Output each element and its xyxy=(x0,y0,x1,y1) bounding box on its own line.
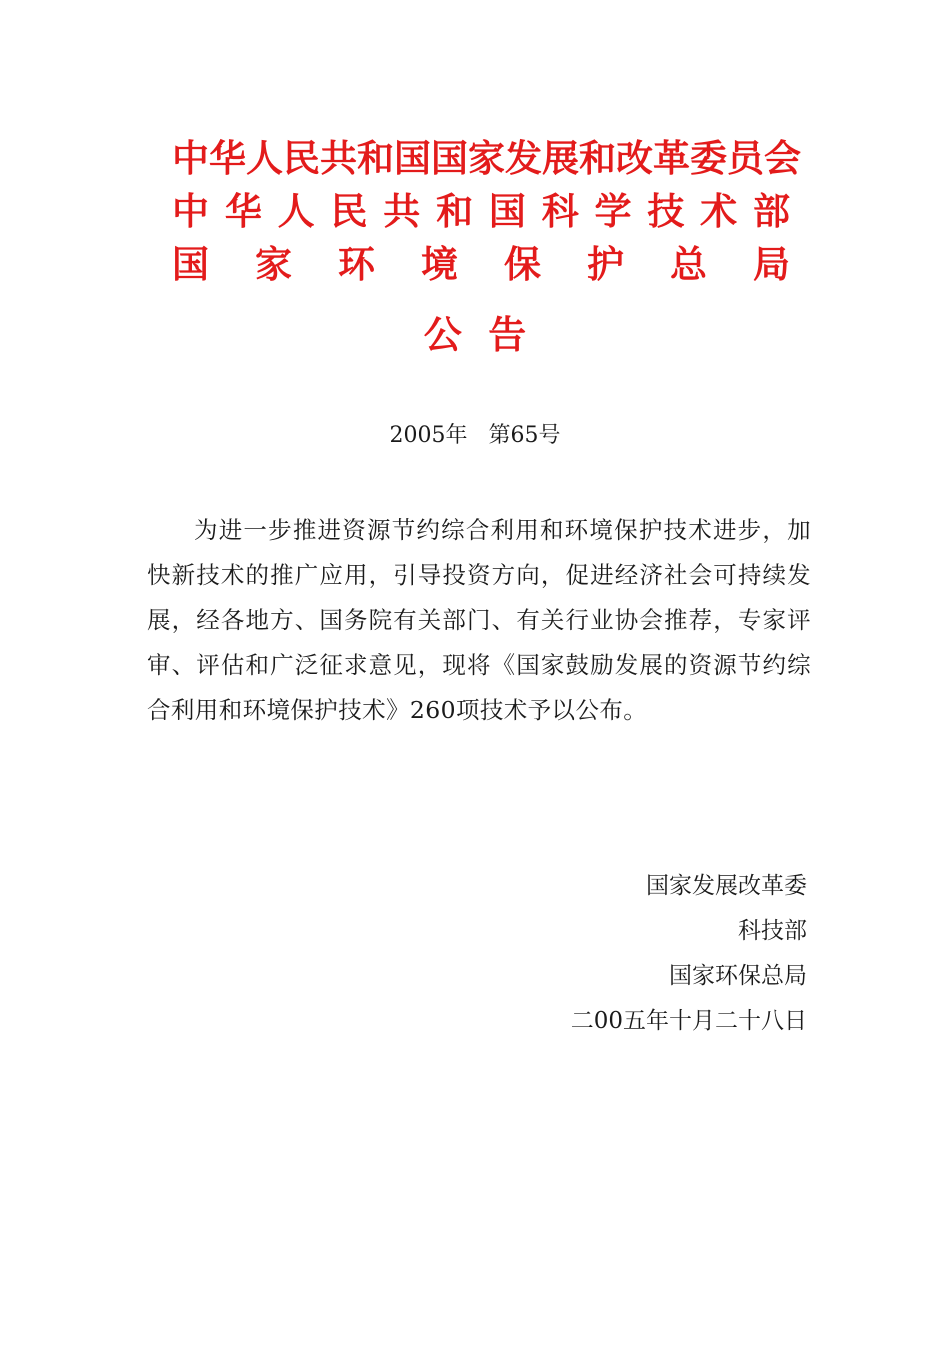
header-char: 民 xyxy=(330,189,368,233)
header-char: 改 xyxy=(616,136,653,180)
header-char: 和 xyxy=(357,136,394,180)
header-char: 学 xyxy=(594,189,632,233)
body-paragraph: 为进一步推进资源节约综合利用和环境保护技术进步，加快新技术的推广应用，引导投资方向，促进经济社会可持续发展，经各地方、国务院有关部门、有关行业协会推荐，专家评审、评估和广泛征求意见，现将《国家鼓励发展的资源节约综合利用和环境保护技术》260项技术予以公布。 xyxy=(147,516,811,724)
header-char: 技 xyxy=(647,189,685,233)
header-char: 家 xyxy=(255,242,292,286)
header-char: 人 xyxy=(246,136,283,180)
header-char: 华 xyxy=(209,136,246,180)
header-char: 民 xyxy=(283,136,320,180)
header-char: 术 xyxy=(700,189,738,233)
signature-block xyxy=(571,864,807,1044)
header-char: 人 xyxy=(277,189,315,233)
header-char: 护 xyxy=(587,242,624,286)
signature-org-ndrc: 国家发展改革委 xyxy=(646,873,807,899)
header-char: 委 xyxy=(690,136,727,180)
header-char: 华 xyxy=(224,189,262,233)
signature-org-sepa: 国家环保总局 xyxy=(669,963,807,989)
header-char: 局 xyxy=(753,242,790,286)
signature-org-most: 科技部 xyxy=(738,918,807,944)
header-line-ndrc xyxy=(172,132,801,185)
header-char: 科 xyxy=(541,189,579,233)
header-line-sepa xyxy=(172,238,790,291)
header-char: 革 xyxy=(653,136,690,180)
header-char: 国 xyxy=(431,136,468,180)
signature-date: 二00五年十月二十八日 xyxy=(570,1008,807,1034)
header-char: 会 xyxy=(764,136,801,180)
header-char: 共 xyxy=(320,136,357,180)
header-char: 保 xyxy=(504,242,541,286)
header-char: 国 xyxy=(488,189,526,233)
header-char: 中 xyxy=(172,136,209,180)
header-char: 和 xyxy=(436,189,474,233)
header-char: 家 xyxy=(468,136,505,180)
header-char: 境 xyxy=(421,242,458,286)
header-char: 和 xyxy=(579,136,616,180)
header-char: 展 xyxy=(542,136,579,180)
header-line-most xyxy=(172,185,790,238)
issuing-authorities-header xyxy=(172,132,801,291)
announcement-title: 公 告 xyxy=(423,312,527,357)
header-char: 总 xyxy=(670,242,707,286)
header-char: 员 xyxy=(727,136,764,180)
header-char: 中 xyxy=(172,189,209,233)
header-char: 发 xyxy=(505,136,542,180)
header-char: 国 xyxy=(172,242,209,286)
header-char: 国 xyxy=(394,136,431,180)
document-number: 2005年 第65号 xyxy=(389,423,561,448)
header-char: 部 xyxy=(752,189,790,233)
header-char: 环 xyxy=(338,242,375,286)
header-char: 共 xyxy=(383,189,421,233)
